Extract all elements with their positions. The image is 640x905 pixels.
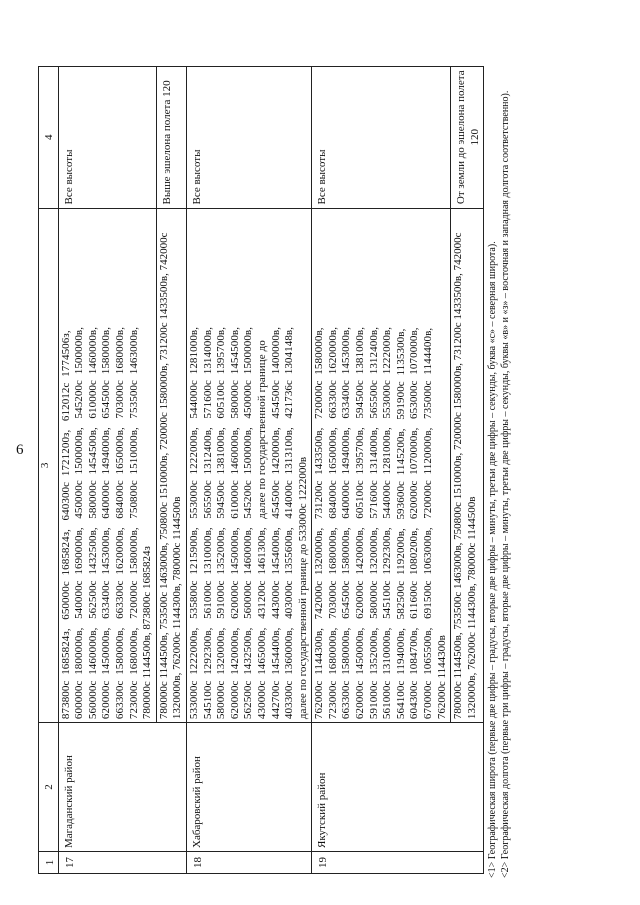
district-name: Якутский район (312, 723, 484, 852)
coordinates-cell (156, 208, 186, 723)
header-col-2: 2 (39, 723, 59, 852)
header-col-3: 3 (39, 208, 59, 723)
coordinates-cell (312, 208, 451, 723)
coordinates-tail: далее по государственной границе до 533000с 1222000в (296, 456, 309, 720)
heights-cell: Все высоты (186, 67, 311, 209)
table-row-17 (58, 67, 156, 874)
header-col-1: 1 (39, 852, 59, 874)
heights-cell: Все высоты (312, 67, 451, 209)
coordinates-cell (451, 208, 484, 723)
heights-cell: От земли до эшелона полета 120 (451, 67, 484, 209)
coordinates-tail: 780000с 1144500в, 873800с 1685824з (141, 546, 154, 720)
coordinates-text: 780000с 1144500в, 753500с 1463000в, 750800с 1510000в, 720000с 1580000в, 731200с 1433500в, 742000с 1320000в, 762000с 1144300в, 780000с 1144500в (157, 232, 184, 720)
district-name: Магаданский район (58, 723, 186, 852)
heights-cell: Все высоты (58, 67, 156, 209)
row-number: 18 (186, 852, 311, 874)
coordinates-text: 873800с 1685824з, 650000с 1685824з, 640300с 1721200з, 612012с 1774506з, 600000с 1800000в, 540000с 1690000в, 450000с 1500000в, 545200с 1500000в, 560000с 1460000в, 562500с 1432500в, 580000с 1454500в, 610000с 1460000в, 620000с 1450000в, 633400с 1453000в, 640000с 1494000в, 654500с 1580000в, 663300с 1580000в, 663300с 1620000в, 684000с 1650000в, 703000с 1680000в, 723000с 1680000в, 720000с 1580000в, 750800с 1510000в, 753500с 1463000в, (59, 326, 140, 720)
coordinates-tail: 762000с 1144300в (435, 635, 448, 720)
coordinates-cell (58, 208, 156, 723)
coordinates-text: 533000с 1222000в, 535800с 1215900в, 553000с 1222000в, 544000с 1281000в, 545100с 1292300в, 561000с 1310000в, 565500с 1312400в, 571600с 1314000в, 580000с 1320000в, 591000с 1352000в, 594500с 1381000в, 605100с 1395700в, 620000с 1420000в, 620000с 1450000в, 610000с 1460000в, 580000с 1454500в, 562500с 1432500в, 560000с 1460000в, 545200с 1500000в, 450000с 1500000в, 430000с 1465000в, 431200с 1461300в, далее по государственной границе до 442700с 1454400в, 443000с 1454000в, 454500с 1420000в, 454500с 1400000в, 403300с 1360000в, 403000с 1355600в, 414000с 1313100в, 421736с 1304148в, (187, 326, 296, 720)
page-number: 6 (16, 442, 24, 458)
table-header-row (39, 67, 59, 874)
rotated-page-content (38, 30, 618, 890)
footnote-latitude: <1> Географическая широта (первые две цифры – градусы, вторые две цифры – минуты, третьи две цифры – секунды, буква «с» – северная широта). (487, 241, 499, 878)
footnote-longitude: <2> Географическая долгота (первые три цифры – градусы, вторые две цифры – минуты, третьи две цифры – секунды, буквы «в» и «з» – восточная и западная долгота соответственно). (499, 90, 511, 878)
heights-cell: Выше эшелона полета 120 (156, 67, 186, 209)
table-row-19 (312, 67, 451, 874)
row-number: 17 (58, 852, 186, 874)
table-row-18 (186, 67, 311, 874)
coordinates-cell (186, 208, 311, 723)
coordinates-text: 762000с 1144300в, 742000с 1320000в, 731200с 1433500в, 720000с 1580000в, 723000с 1680000в, 703000с 1680000в, 684000с 1650000в, 663300с 1620000в, 663300с 1580000в, 654500с 1580000в, 640000с 1494000в, 633400с 1453000в, 620000с 1450000в, 620000с 1420000в, 605100с 1395700в, 594500с 1381000в, 591000с 1352000в, 580000с 1320000в, 571600с 1314000в, 565500с 1312400в, 561000с 1310000в, 545100с 1292300в, 544000с 1281000в, 553000с 1222000в, 564100с 1194000в, 582500с 1192000в, 593600с 1145200в, 591900с 1135300в, 604300с 1084700в, 611600с 1080200в, 620000с 1070000в, 653000с 1070000в, 670000с 1065500в, 691500с 1063000в, 720000с 1120000в, 735000с 1144400в, (313, 326, 435, 720)
header-col-4: 4 (39, 67, 59, 209)
row-number: 19 (312, 852, 484, 874)
footnotes (487, 48, 512, 878)
airspace-table (38, 66, 484, 874)
coordinates-text: 780000с 1144500в, 753500с 1463000в, 750800с 1510000в, 720000с 1580000в, 731200с 1433500в, 742000с 1320000в, 762000с 1144300в, 780000с 1144500в (452, 232, 478, 720)
district-name: Хабаровский район (186, 723, 311, 852)
